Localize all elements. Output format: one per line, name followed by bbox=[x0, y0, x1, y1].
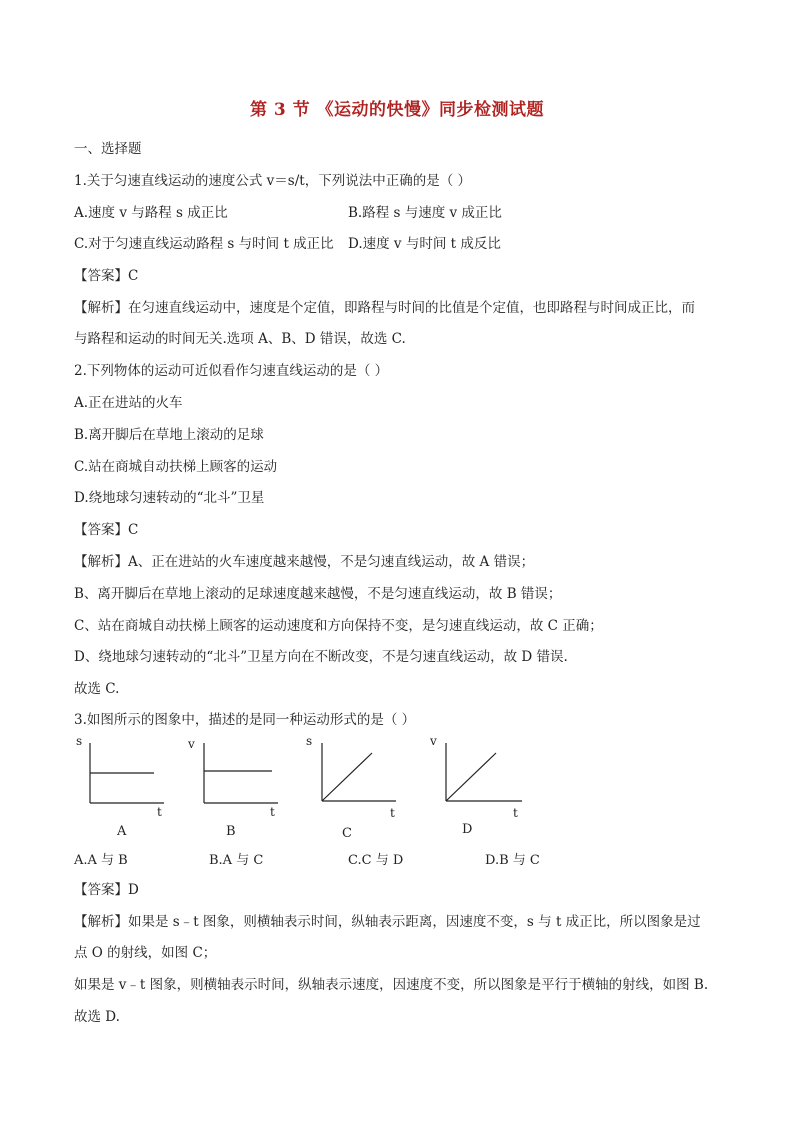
q2-analysis-line-1: 【解析】A、正在进站的火车速度越来越慢，不是匀速直线运动，故 A 错误； bbox=[74, 554, 535, 570]
q2-option-c: C.站在商城自动扶梯上顾客的运动 bbox=[74, 459, 278, 475]
q2-analysis-line-5: 故选 C. bbox=[74, 681, 120, 697]
graph-a-y-label: s bbox=[76, 734, 83, 748]
graph-b-label: B bbox=[226, 824, 236, 839]
graph-d-y-label: v bbox=[430, 734, 437, 748]
q2-analysis-line-2: B、离开脚后在草地上滚动的足球速度越来越慢，不是匀速直线运动，故 B 错误； bbox=[74, 586, 562, 602]
q1-answer: 【答案】C bbox=[74, 268, 139, 284]
q3-stem: 3.如图所示的图象中，描述的是同一种运动形式的是（ ） bbox=[74, 712, 416, 728]
q3-analysis-line-3: 如果是 v﹣t 图象，则横轴表示时间，纵轴表示速度，因速度不变，所以图象是平行于横轴的射线，如图 B. bbox=[74, 977, 709, 993]
section-heading: 一、选择题 bbox=[74, 141, 142, 157]
q3-option-c: C.C 与 D bbox=[348, 853, 404, 868]
q2-stem: 2.下列物体的运动可近似看作匀速直线运动的是（ ） bbox=[74, 363, 389, 379]
graph-c bbox=[304, 735, 404, 825]
graph-c-label: C bbox=[342, 826, 352, 841]
q2-analysis-line-3: C、站在商城自动扶梯上顾客的运动速度和方向保持不变，是匀速直线运动，故 C 正确； bbox=[74, 618, 603, 634]
graph-a-label: A bbox=[117, 824, 127, 839]
q2-analysis-line-4: D、绕地球匀速转动的“北斗”卫星方向在不断改变，不是匀速直线运动，故 D 错误. bbox=[74, 649, 568, 665]
q3-analysis-line-1: 【解析】如果是 s﹣t 图象，则横轴表示时间，纵轴表示距离，因速度不变，s 与 t 成正比，所以图象是过 bbox=[74, 914, 701, 930]
q2-option-a: A.正在进站的火车 bbox=[74, 395, 183, 411]
q2-option-d: D.绕地球匀速转动的“北斗”卫星 bbox=[74, 490, 265, 506]
q1-analysis-line-2: 与路程和运动的时间无关.选项 A、B、D 错误，故选 C. bbox=[74, 331, 406, 347]
q1-option-c: C.对于匀速直线运动路程 s 与时间 t 成正比 bbox=[74, 236, 334, 252]
q3-analysis-line-2: 点 O 的射线，如图 C； bbox=[74, 945, 217, 961]
graph-d-label: D bbox=[462, 822, 473, 837]
graph-c-plot bbox=[304, 735, 404, 825]
q3-option-d: D.B 与 C bbox=[485, 853, 540, 868]
graph-c-line bbox=[322, 753, 372, 801]
q2-option-b: B.离开脚后在草地上滚动的足球 bbox=[74, 427, 264, 443]
q1-option-b: B.路程 s 与速度 v 成正比 bbox=[348, 205, 502, 221]
graph-a-x-label: t bbox=[157, 805, 162, 819]
page-title: 第 3 节 《运动的快慢》同步检测试题 bbox=[249, 100, 545, 120]
q1-option-a: A.速度 v 与路程 s 成正比 bbox=[74, 205, 228, 221]
q1-option-d: D.速度 v 与时间 t 成反比 bbox=[348, 236, 501, 252]
graph-d-line bbox=[446, 753, 496, 801]
q2-answer: 【答案】C bbox=[74, 522, 139, 538]
q3-answer: 【答案】D bbox=[74, 882, 139, 898]
q3-analysis-line-4: 故选 D. bbox=[74, 1009, 120, 1025]
q3-option-b: B.A 与 C bbox=[209, 853, 264, 868]
q3-option-a: A.A 与 B bbox=[74, 853, 128, 868]
q1-analysis-line-1: 【解析】在匀速直线运动中，速度是个定值，即路程与时间的比值是个定值，也即路程与时间成正比，而 bbox=[74, 300, 695, 316]
graph-c-x-label: t bbox=[390, 806, 395, 820]
graph-c-y-label: s bbox=[306, 734, 313, 748]
q1-stem: 1.关于匀速直线运动的速度公式 v＝s/t，下列说法中正确的是（ ） bbox=[74, 173, 471, 189]
graph-d-x-label: t bbox=[513, 806, 518, 820]
graph-b-x-label: t bbox=[270, 805, 275, 819]
graph-b-y-label: v bbox=[188, 737, 195, 751]
